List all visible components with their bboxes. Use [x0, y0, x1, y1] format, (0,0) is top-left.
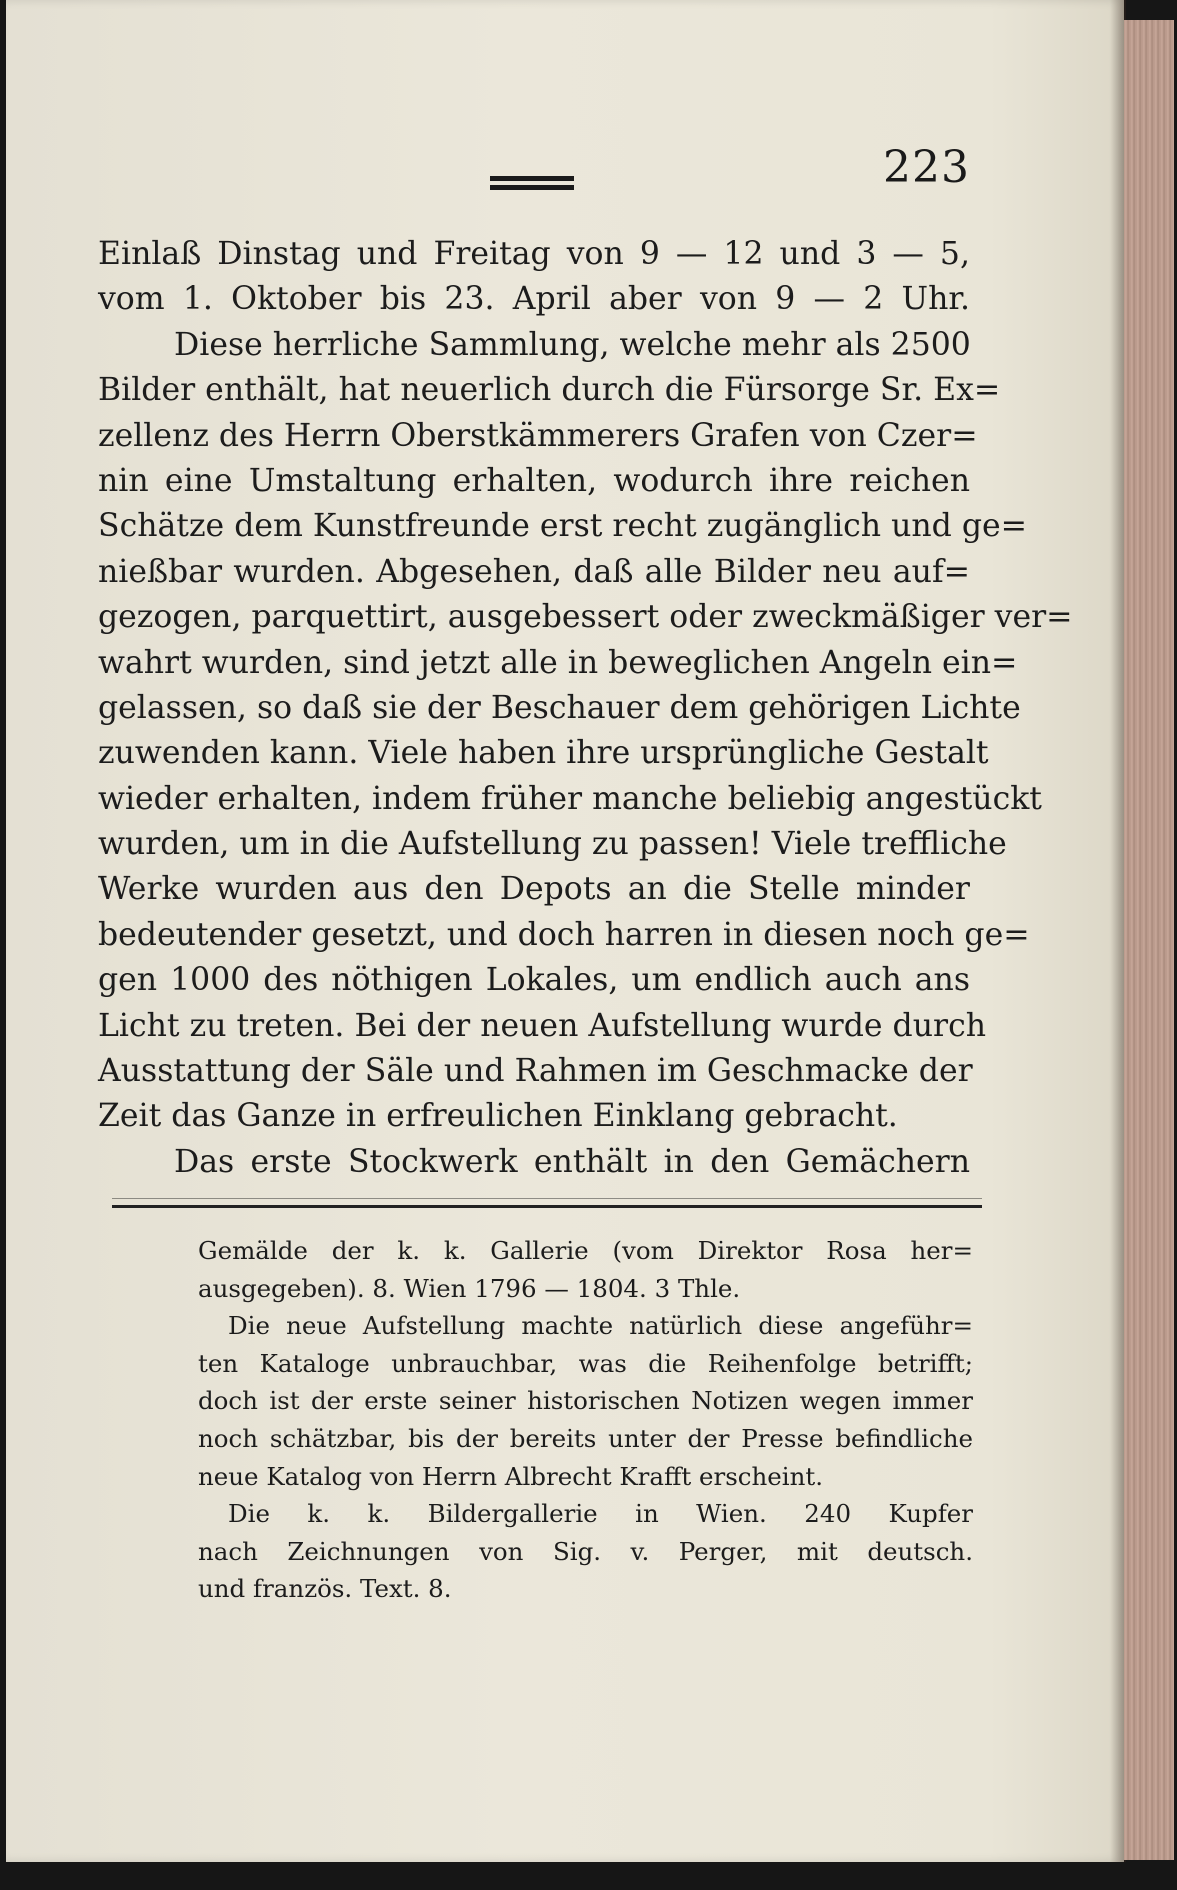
header-rule-second [490, 185, 574, 190]
text-line: Licht zu treten. Bei der neuen Aufstellung wurde durch [98, 1007, 986, 1044]
text-line: Bilder enthält, hat neuerlich durch die Fürsorge Sr. Ex= [98, 372, 1001, 409]
footnote-line: noch schätzbar, bis der bereits unter der Presse befindliche [198, 1423, 973, 1453]
text-line: wieder erhalten, indem früher manche beliebig angestückt [98, 780, 1042, 817]
text-line: wahrt wurden, sind jetzt alle in beweglichen Angeln ein= [98, 644, 1018, 681]
text-line: gen 1000 des nöthigen Lokales, um endlich auch ans [98, 962, 970, 999]
footnote-line: ten Kataloge unbrauchbar, was die Reihenfolge betrifft; [198, 1348, 973, 1378]
footnote-rule [112, 1205, 982, 1208]
footnote-line: neue Katalog von Herrn Albrecht Krafft erscheint. [198, 1461, 824, 1491]
text-line: nin eine Umstaltung erhalten, wodurch ihre reichen [98, 462, 970, 499]
text-line: Ausstattung der Säle und Rahmen im Geschmacke der [98, 1053, 973, 1090]
text-line: Zeit das Ganze in erfreulichen Einklang gebracht. [98, 1098, 898, 1135]
text-line: Einlaß Dinstag und Freitag von 9 — 12 und 3 — 5, [98, 236, 970, 272]
footnote-line: Die k. k. Bildergallerie in Wien. 240 Kupfer [228, 1499, 973, 1529]
text-line: Schätze dem Kunstfreunde erst recht zugänglich und ge= [98, 508, 1028, 545]
text-line: zellenz des Herrn Oberstkämmerers Grafen von Czer= [98, 417, 978, 454]
text-line: nießbar wurden. Abgesehen, daß alle Bilder neu auf= [98, 553, 970, 590]
footnote-line: nach Zeichnungen von Sig. v. Perger, mit deutsch. [198, 1536, 973, 1566]
footnote-line: und französ. Text. 8. [198, 1574, 452, 1604]
text-line: vom 1. Oktober bis 23. April aber von 9 — 2 Uhr. [98, 281, 970, 318]
text-line: Werke wurden aus den Depots an die Stelle minder [98, 871, 970, 908]
footnote-line: Die neue Aufstellung machte natürlich diese angeführ= [228, 1311, 973, 1341]
header-rule [490, 176, 574, 181]
text-line: wurden, um in die Aufstellung zu passen! Viele treffliche [98, 826, 1007, 863]
page-number: 223 [883, 142, 970, 193]
main-text-block [98, 232, 1073, 1185]
page-edges-stack [1124, 20, 1174, 1860]
text-line: Diese herrliche Sammlung, welche mehr als 2500 [174, 326, 971, 363]
text-line: bedeutender gesetzt, und doch harren in diesen noch ge= [98, 916, 1030, 953]
text-line: gezogen, parquettirt, ausgebessert oder zweckmäßiger ver= [98, 599, 1073, 636]
footnotes-block [198, 1232, 973, 1608]
text-line: zuwenden kann. Viele haben ihre ursprüngliche Gestalt [98, 735, 989, 772]
footnote-rule-thin [112, 1198, 982, 1199]
footnote-line: ausgegeben). 8. Wien 1796 — 1804. 3 Thle. [198, 1273, 741, 1303]
footnote-line: Gemälde der k. k. Gallerie (vom Direktor Rosa her= [198, 1236, 973, 1265]
text-line: gelassen, so daß sie der Beschauer dem gehörigen Lichte [98, 689, 1021, 726]
footnote-line: doch ist der erste seiner historischen Notizen wegen immer [198, 1386, 973, 1416]
text-line: Das erste Stockwerk enthält in den Gemächern [174, 1143, 970, 1180]
